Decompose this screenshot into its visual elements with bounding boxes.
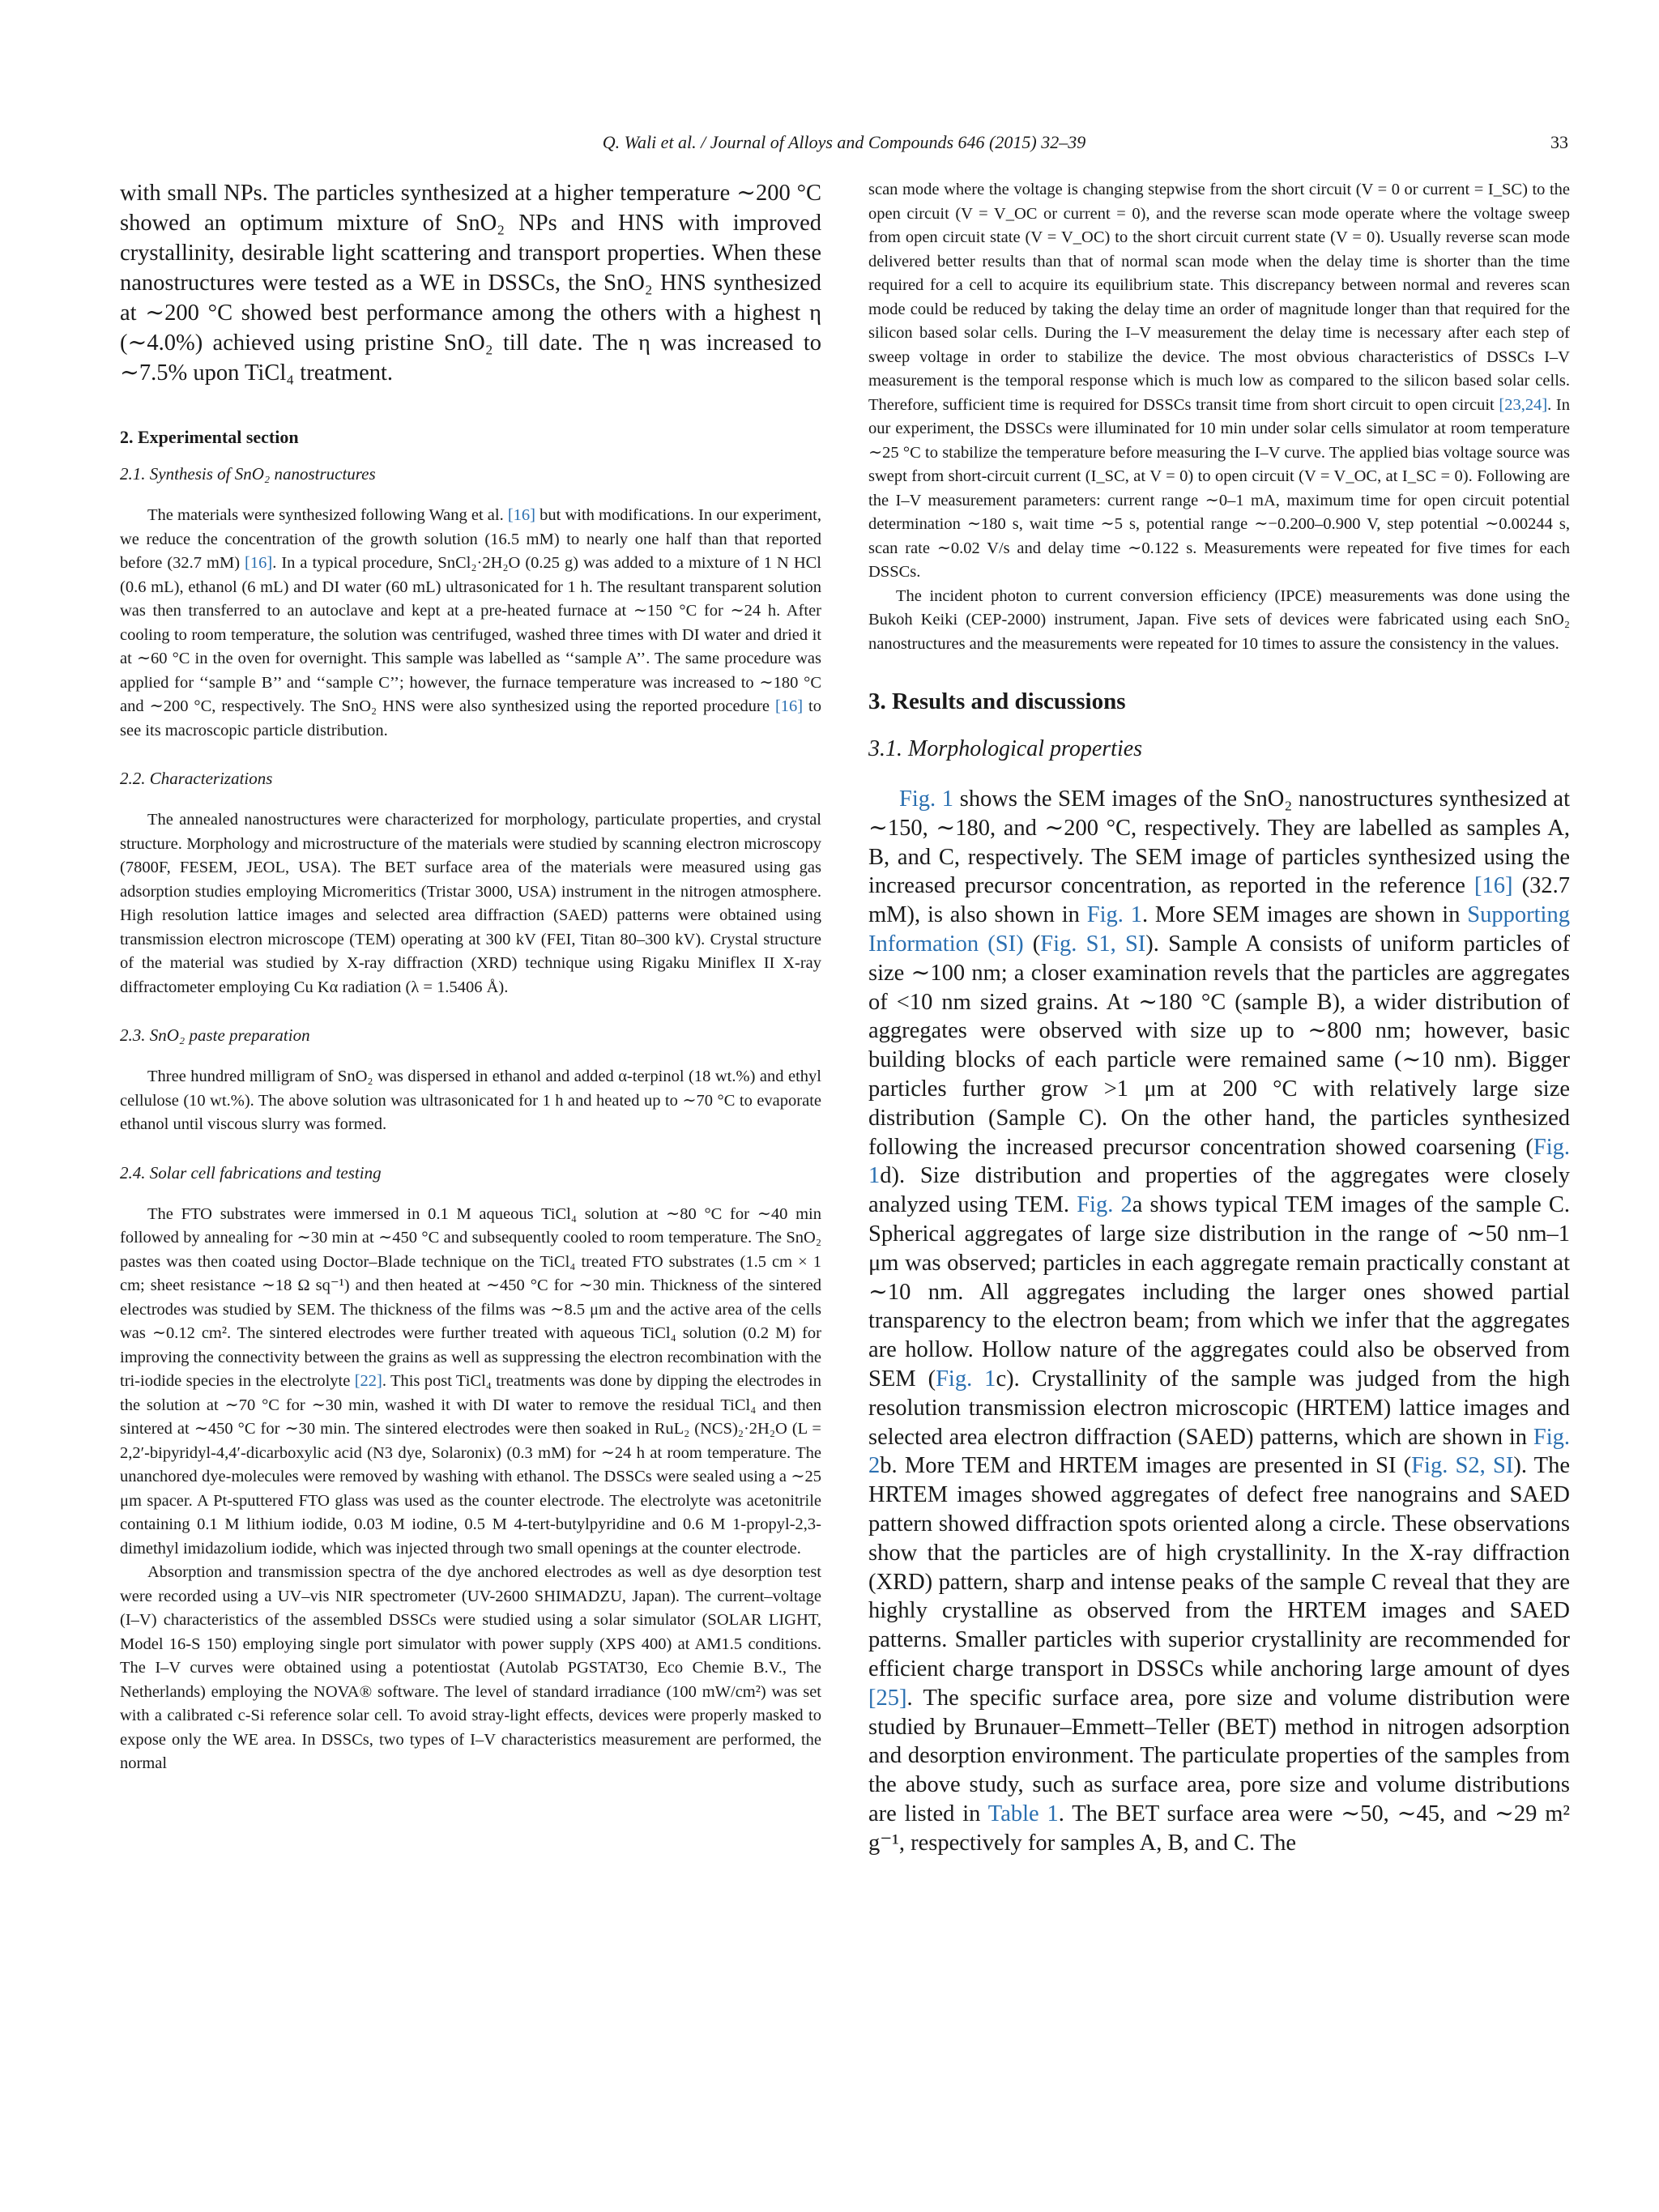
text-run: d). Size distribution and properties of the aggregates were closely analyzed using TEM. [868,1163,1570,1218]
text-run: . More SEM images are shown in [1141,902,1468,928]
left-column [120,178,821,1776]
ref-link[interactable]: [23,24] [1499,395,1548,414]
text-run: . The BET surface area were ∼50, ∼45, and ∼29 m² g⁻¹, respectively for samples A, B, and C. The [868,1801,1570,1856]
running-header [120,126,1568,158]
ref-link[interactable]: [22] [354,1372,382,1390]
text-run: The materials were synthesized following Wang et al. [147,506,508,524]
text-run: . The specific surface area, pore size and volume distribution were studied by Brunauer–Emmett–Teller (BET) method in nitrogen adsorption and desorption environment. The particulate properties of the samples from the above study, such as surface area, pore size and volume distributions are listed in [868,1685,1570,1826]
figure-link[interactable]: Fig. 2 [868,1424,1570,1479]
subsection-2-1-text [120,504,821,743]
subsection-2-4-text [120,1203,821,1562]
ipce-paragraph: The incident photon to current conversion efficiency (IPCE) measurements was done using the Bukoh Keiki (CEP-2000) instrument, Japan. Five sets of devices were fabricated using each SnO₂ nanostructures and the measurements were repeated for 10 times to assure the consistency in the values. [868,586,1570,653]
text-run: b. More TEM and HRTEM images are presented in SI ( [880,1453,1412,1479]
journal-citation: Q. Wali et al. / Journal of Alloys and Compounds 646 (2015) 32–39 [602,132,1086,152]
text-run: c). Crystallinity of the sample was judged from the high resolution transmission electron microscopic (HRTEM) lattice images and selected area electron diffraction (SAED) patterns, which are shown in [868,1366,1570,1450]
section-3-title: 3. Results and discussions [868,688,1126,714]
text-run: to see its macroscopic particle distribution. [120,697,821,739]
ref-link[interactable]: [16] [1474,873,1513,899]
text-run: but with modifications. In our experiment, we reduce the concentration of the growth solution (16.5 mM) to nearly one half than that reported before (32.7 mM) [120,506,821,572]
table-link[interactable]: Table 1 [987,1801,1059,1826]
ref-link[interactable]: [16] [774,697,804,715]
iv-measurement-paragraph [868,178,1570,585]
subsection-2-2-text: The annealed nanostructures were characterized for morphology, particulate properties, and crystal structure. Morphology and microstructure of the materials were studied by scanning electron microscopy (7800F, FESEM, JEOL, USA). The BET surface area of the materials were measured using gas adsorption studies employing Micromeritics (Tristar 3000, USA) instrument in the nitrogen atmosphere. High resolution lattice images and selected area diffraction (SAED) patterns were obtained using transmission electron microscope (TEM) operating at 300 kV (FEI, Titan 80–300 kV). Crystal structure of the material was studied by X-ray diffraction (XRD) technique using Rigaku Miniflex II X-ray diffractometer employing Cu Kα radiation (λ = 1.5406 Å). [120,811,821,996]
right-column [868,178,1570,1857]
text-run: ). The HRTEM images showed aggregates of defect free nanograins and SAED pattern showed diffraction spots oriented along a circle. These observations show that the particles are of high crystallinity. In the X-ray diffraction (XRD) pattern, sharp and intense peaks of the sample C reveal that they are highly crystalline as observed from the HRTEM images and SAED patterns. Smaller particles with superior crystallinity are recommended for efficient charge transport in DSSCs while anchoring large amount of dyes [868,1453,1570,1681]
page-number: 33 [1550,132,1568,152]
subsection-3-1-title: 3.1. Morphological properties [868,736,1143,761]
text-run: ( [1023,931,1041,957]
figure-link[interactable]: Fig. 1 [936,1366,996,1392]
figure-link[interactable]: Fig. 1 [1086,902,1142,928]
text-run: ). Sample A consists of uniform particles of size ∼100 nm; a closer examination revels that the particles are aggregates of <10 nm sized grains. At ∼180 °C (sample B), a wider distribution of aggregates were observed with size up to ∼800 nm; however, basic building blocks of each particle were remained same (∼10 nm). Bigger particles further grow >1 μm at 200 °C with relatively large size distribution (Sample C). On the other hand, the particles synthesized following the increased precursor concentration showed coarsening ( [868,931,1571,1160]
text-run: a shows typical TEM images of the sample C. Spherical aggregates of large size distribution in the range of ∼50 nm–1 μm was observed; particles in each aggregate remain practically constant at ∼10 nm. All aggregates including the larger ones showed partial transparency to the electron beam; from which we infer that the aggregates are hollow. Hollow nature of the aggregates could also be observed from SEM ( [868,1192,1570,1392]
ref-link[interactable]: [25] [868,1685,907,1711]
subsection-2-4-text-2: Absorption and transmission spectra of the dye anchored electrodes as well as dye desorption test were recorded using a UV–vis NIR spectrometer (UV-2600 SHIMADZU, Japan). The current–voltage (I–V) characteristics of the assembled DSSCs were studied using a solar simulator (SOLAR LIGHT, Model 16-S 150) employing single port simulator with power supply (XPS 400) at AM1.5 conditions. The I–V curves were obtained using a potentiostat (Autolab PGSTAT30, Eco Chemie B.V., The Netherlands) employing the NOVA® software. The level of standard irradiance (100 mW/cm²) was set with a calibrated c-Si reference solar cell. To avoid stray-light effects, devices were properly masked to expose only the WE area. In DSSCs, two types of I–V characteristics measurement are performed, the normal [120,1563,821,1772]
text-run: scan mode where the voltage is changing stepwise from the short circuit (V = 0 or current = I_SC) to the open circuit (V = V_OC or current = 0), and the reverse scan mode operate where the voltage sweep from open circuit state (V = V_OC) to the short circuit current state (V = 0). Usually reverse scan mode delivered better results than that of normal scan mode when the delay time is shorter than the time required for a cell to acquire its equilibrium state. This discrepancy between normal and reveres scan mode could be reduced by taking the delay time an order of magnitude longer than that required for the silicon based solar cells. During the I–V measurement the delay time is necessary after each step of sweep voltage in order to stabilize the device. The most obvious characteristics of DSSCs I–V measurement is the temporal response which is much low as compared to the silicon based solar cells. Therefore, sufficient time is required for DSSCs transit time from short circuit to open circuit [868,181,1570,414]
text-run: . This post TiCl₄ treatments was done by dipping the electrodes in the solution at ∼70 °C for ∼30 min, washed it with DI water to remove the residual TiCl₄ and then sintered at ∼450 °C for ∼30 min. The sintered electrodes were then soaked in RuL₂ (NCS)₂·2H₂O (L = 2,2′-bipyridyl-4,4′-dicarboxylic acid (N3 dye, Solaronix) (0.3 mM) for ∼24 h at room temperature. The unanchored dye-molecules were removed by washing with ethanol. The DSSCs were sealed using a ∼25 μm spacer. A Pt-sputtered FTO glass was used as the counter electrode. The electrolyte was acetonitrile containing 0.1 M lithium iodide, 0.03 M iodine, 0.5 M 4-tert-butylpyridine and 0.6 M 1-propyl-2,3-dimethyl imidazolium iodide, which was injected through two small openings at the counter electrode. [120,1372,821,1558]
text-run: shows the SEM images of the SnO₂ nanostructures synthesized at ∼150, ∼180, and ∼200 °C, respectively. They are labelled as samples A, B, and C, respectively. The SEM image of particles synthesized using the increased precursor concentration, as reported in the reference [868,786,1570,899]
subsection-2-3-title: 2.3. SnO₂ paste preparation [120,1025,310,1045]
figure-link[interactable]: Fig. S2, SI [1411,1453,1514,1479]
subsection-2-2-title: 2.2. Characterizations [120,769,273,788]
figure-link[interactable]: Fig. 1 [899,786,954,812]
morphology-paragraph [868,785,1570,1857]
text-run: (32.7 mM), is also shown in [868,873,1570,928]
subsection-2-4-title: 2.4. Solar cell fabrications and testing [120,1162,382,1183]
section-2-title: 2. Experimental section [120,427,299,447]
ref-link[interactable]: [16] [245,554,273,572]
ref-link[interactable]: [16] [507,506,536,524]
subsection-2-1-title: 2.1. Synthesis of SnO₂ nanostructures [120,464,376,484]
intro-paragraph: with small NPs. The particles synthesized at a higher temperature ∼200 °C showed an optimum mixture of SnO₂ NPs and HNS with improved crystallinity, desirable light scattering and transport properties. When these nanostructures were tested as a WE in DSSCs, the SnO₂ HNS synthesized at ∼200 °C showed best performance among the others with a highest η (∼4.0%) achieved using pristine SnO₂ till date. The η was increased to ∼7.5% upon TiCl₄ treatment. [120,181,821,386]
figure-link[interactable]: Fig. 1 [868,1134,1570,1189]
supporting-info-link[interactable]: Supporting Information (SI) [868,902,1570,957]
subsection-2-3-text: Three hundred milligram of SnO₂ was dispersed in ethanol and added α-terpinol (18 wt.%) and ethyl cellulose (10 wt.%). The above solution was ultrasonicated for 1 h and heated up to ∼70 °C to evaporate ethanol until viscous slurry was formed. [120,1068,821,1133]
text-run: . In our experiment, the DSSCs were illuminated for 10 min under solar cells simulator at room temperature ∼25 °C to stabilize the temperature before measuring the I–V curve. The applied bias voltage source was swept from short-circuit current (I_SC, at V = 0) to open circuit (V = V_OC, at I_SC = 0). Following are the I–V measurement parameters: current range ∼0–1 mA, maximum time for open circuit potential determination ∼180 s, wait time ∼5 s, potential range ∼−0.200–0.900 V, step potential ∼0.00244 s, scan rate ∼0.02 V/s and delay time ∼0.122 s. Measurements were repeated for five times for each DSSCs. [868,395,1571,581]
text-run: . In a typical procedure, SnCl₂·2H₂O (0.25 g) was added to a mixture of 1 N HCl (0.6 mL), ethanol (6 mL) and DI water (60 mL) ultrasonicated for 1 h. The resultant transparent solution was then transferred to an autoclave and kept at a pre-heated furnace at ∼150 °C for ∼24 h. After cooling to room temperature, the solution was centrifuged, washed three times with DI water and dried it at ∼60 °C in the oven for overnight. This sample was labelled as ‘‘sample A’’. The same procedure was applied for ‘‘sample B’’ and ‘‘sample C’’; however, the furnace temperature was increased to ∼180 °C and ∼200 °C, respectively. The SnO₂ HNS were also synthesized using the reported procedure [120,554,821,715]
text-run: The FTO substrates were immersed in 0.1 M aqueous TiCl₄ solution at ∼80 °C for ∼40 min followed by annealing for ∼30 min at ∼450 °C and subsequently cooled to room temperature. The SnO₂ pastes was then coated using Doctor–Blade technique on the TiCl₄ treated FTO substrates (1.5 cm × 1 cm; sheet resistance ∼18 Ω sq⁻¹) and then heated at ∼450 °C for ∼30 min. Thickness of the sintered electrodes was studied by SEM. The thickness of the films was ∼8.5 μm and the active area of the cells was ∼0.12 cm². The sintered electrodes were further treated with aqueous TiCl₄ solution (0.2 M) for improving the connectivity between the grains as well as suppressing the electron recombination with the tri-iodide species in the electrolyte [120,1204,821,1390]
figure-link[interactable]: Fig. S1, SI [1040,931,1146,957]
figure-link[interactable]: Fig. 2 [1077,1192,1132,1218]
